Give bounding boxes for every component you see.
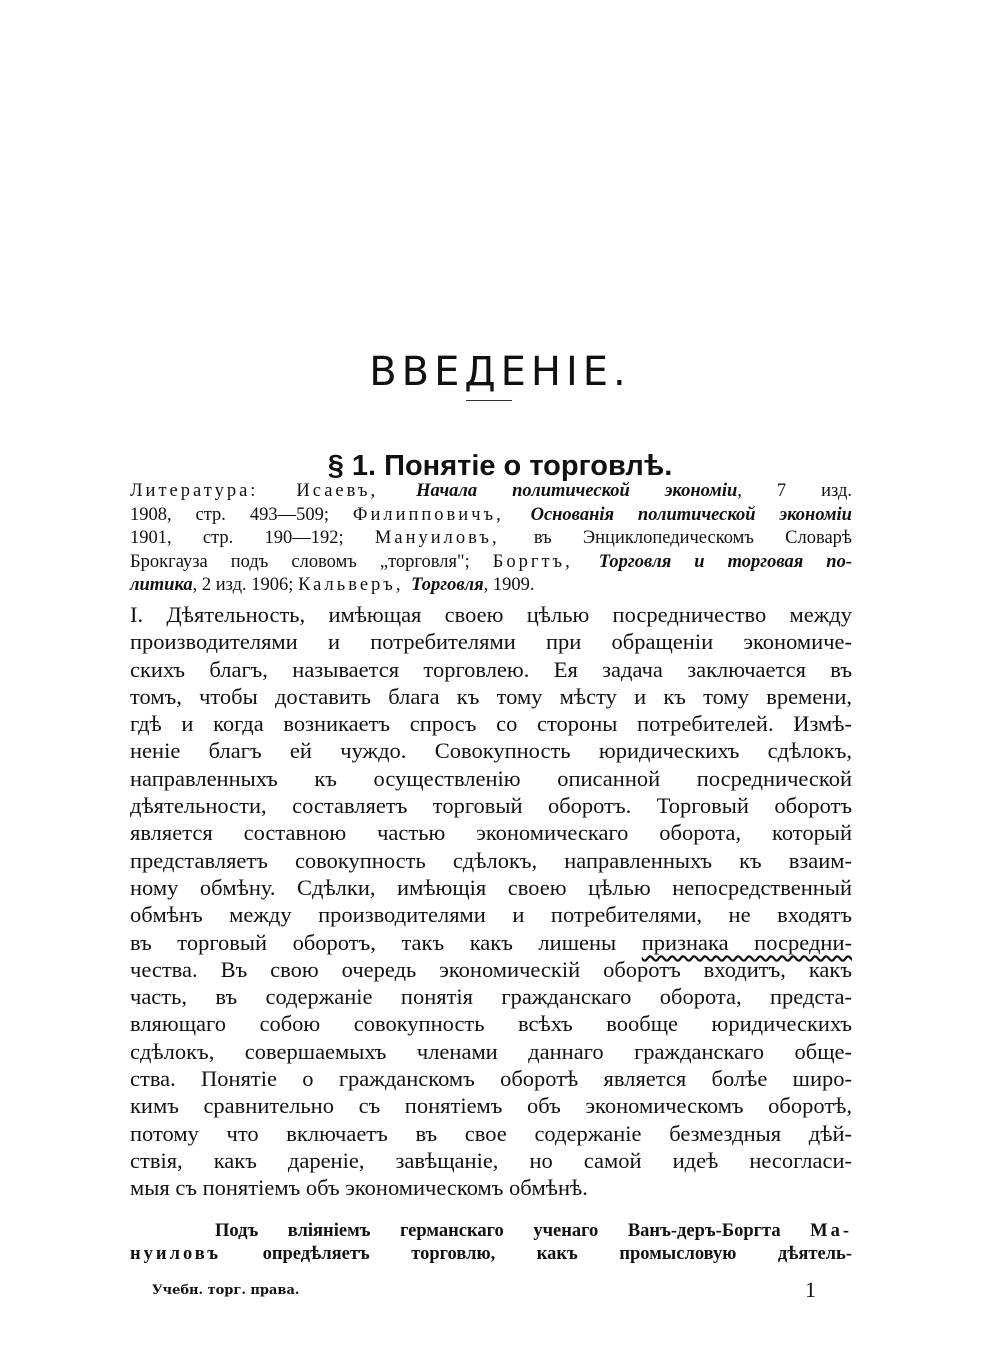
body-line bbox=[130, 1147, 852, 1174]
literature-line bbox=[130, 574, 852, 598]
footnote-line-segment: Подъ вліяніемъ германскаго ученаго Ванъ-деръ-Боргта bbox=[215, 1221, 811, 1241]
body-line bbox=[130, 683, 852, 710]
body-line bbox=[130, 765, 852, 792]
body-line bbox=[130, 901, 852, 928]
body-line-segment: дѣятельности, составляетъ bbox=[130, 793, 433, 819]
body-line-segment: . Ея задача заключается въ bbox=[523, 656, 852, 682]
footnote-line-segment: нуиловъ bbox=[130, 1243, 222, 1264]
literature-paragraph bbox=[130, 480, 852, 598]
body-line bbox=[130, 1092, 852, 1119]
literature-line-segment: , 2 изд. 1906; bbox=[192, 575, 299, 596]
chapter-title: ВВЕДЕНІЕ. bbox=[369, 348, 631, 395]
body-line bbox=[130, 847, 852, 874]
body-line-segment: гдѣ и когда возникаетъ спросъ со стороны потребителей. Измѣ- bbox=[130, 711, 852, 737]
literature-line-segment: литика bbox=[130, 575, 193, 596]
signature-mark: Учебн. торг. права. bbox=[152, 1283, 300, 1298]
body-line-segment: томъ, чтобы доставить блага къ тому мѣсту и къ тому времени, bbox=[130, 683, 852, 709]
body-line bbox=[130, 983, 852, 1010]
body-line-segment: торговый оборотъ bbox=[432, 793, 626, 819]
body-line-segment: вляющаго собою совокупность всѣхъ вообще юридическихъ bbox=[130, 1011, 852, 1037]
body-line-segment: производителями и потребителями при обращеніи экономиче- bbox=[130, 629, 852, 655]
literature-line-segment: Исаевъ, bbox=[296, 481, 417, 501]
literature-line-segment: Кальверъ, bbox=[298, 575, 412, 596]
title-divider bbox=[466, 400, 512, 401]
body-line-segment: часть, въ содержаніе понятія гражданскаго оборота, предста- bbox=[130, 984, 852, 1010]
body-line bbox=[130, 737, 852, 764]
body-line-segment: . Торговый оборотъ bbox=[625, 793, 852, 819]
body-line bbox=[130, 956, 852, 983]
literature-line bbox=[130, 527, 852, 551]
body-line bbox=[130, 929, 852, 956]
body-line-segment: признака посредни- bbox=[641, 929, 852, 955]
body-line-segment: I. Дѣятельность, имѣющая своею цѣлью посредничество между bbox=[130, 602, 852, 627]
footnote-line-segment: опредѣляетъ торговлю, какъ промысловую дѣятель- bbox=[221, 1243, 852, 1264]
body-line-segment: ства. Понятіе о гражданскомъ оборотѣ является болѣе широ- bbox=[130, 1066, 852, 1092]
literature-line-segment: Филипповичъ, bbox=[352, 504, 531, 525]
literature-line bbox=[130, 480, 852, 504]
section-title: § 1. Понятіе о торговлѣ. bbox=[327, 450, 673, 483]
body-line-segment: чества. Въ свою очередь экономическій оборотъ входитъ, какъ bbox=[130, 956, 852, 982]
body-line bbox=[130, 874, 852, 901]
page-number: 1 bbox=[805, 1277, 816, 1302]
body-line-segment: ствія, какъ дареніе, завѣщаніе, но самой идеѣ несогласи- bbox=[130, 1147, 852, 1173]
literature-line-segment: Брокгауза подъ словомъ „торговля"; bbox=[130, 551, 493, 572]
body-line bbox=[130, 1010, 852, 1037]
footnote-line-segment: Ма- bbox=[810, 1221, 852, 1241]
body-line-segment: сдѣлокъ, совершаемыхъ членами даннаго гражданскаго обще- bbox=[130, 1038, 852, 1064]
body-line bbox=[130, 1038, 852, 1065]
body-line-segment: направленныхъ къ осуществленію описанной посреднической bbox=[130, 765, 852, 791]
body-line-segment: скихъ благъ, называется bbox=[130, 656, 424, 682]
literature-line-segment: Литература: bbox=[130, 481, 297, 501]
literature-line-segment: Мануиловъ, bbox=[374, 528, 534, 549]
footnote-line bbox=[130, 1243, 852, 1266]
body-line bbox=[130, 656, 852, 683]
literature-line-segment: Торговля и торговая по- bbox=[598, 551, 852, 572]
body-line bbox=[130, 601, 852, 628]
literature-line-segment: Основанія политической экономіи bbox=[530, 504, 852, 525]
body-line bbox=[130, 1174, 852, 1201]
body-paragraph bbox=[130, 601, 852, 1202]
literature-line-segment: 1908, стр. 493—509; bbox=[130, 504, 353, 525]
body-line bbox=[130, 1065, 852, 1092]
body-line-segment: въ торговый оборотъ, такъ какъ лишены bbox=[130, 929, 642, 955]
body-line-segment: торговлею bbox=[423, 656, 524, 682]
literature-line-segment: въ Энциклопедическомъ Словарѣ bbox=[533, 528, 852, 549]
literature-line-segment: Торговля bbox=[411, 575, 484, 596]
body-line-segment: ному обмѣну. Сдѣлки, имѣющія своею цѣлью непосредственный bbox=[130, 874, 852, 900]
literature-line-segment: Начала политической экономіи bbox=[416, 481, 738, 501]
body-line bbox=[130, 628, 852, 655]
body-line-segment: представляетъ совокупность сдѣлокъ, направленныхъ къ взаим- bbox=[130, 847, 852, 873]
body-line-segment: неніе благъ ей чуждо. Совокупность юридическихъ сдѣлокъ, bbox=[130, 738, 852, 764]
literature-line-segment: , 1909. bbox=[483, 575, 535, 596]
body-line-segment: мыя съ понятіемъ объ экономическомъ обмѣнѣ. bbox=[130, 1175, 588, 1201]
footnote-line bbox=[130, 1220, 852, 1243]
literature-line-segment: , 7 изд. bbox=[737, 481, 852, 501]
footnote-paragraph bbox=[130, 1220, 852, 1265]
literature-line-segment: Боргтъ, bbox=[492, 551, 599, 572]
literature-line bbox=[130, 551, 852, 575]
body-line-segment: кимъ сравнительно съ понятіемъ объ экономическомъ оборотѣ, bbox=[130, 1093, 852, 1119]
body-line bbox=[130, 819, 852, 846]
body-line-segment: обмѣнъ между производителями и потребителями, не входятъ bbox=[130, 902, 852, 928]
literature-line bbox=[130, 504, 852, 528]
literature-line-segment: 1901, стр. 190—192; bbox=[130, 528, 375, 549]
body-line bbox=[130, 710, 852, 737]
body-line-segment: потому что включаетъ въ свое содержаніе безмездныя дѣй- bbox=[130, 1120, 852, 1146]
body-line bbox=[130, 792, 852, 819]
body-line-segment: является составною частью экономическаго оборота, который bbox=[130, 820, 852, 846]
body-line bbox=[130, 1120, 852, 1147]
